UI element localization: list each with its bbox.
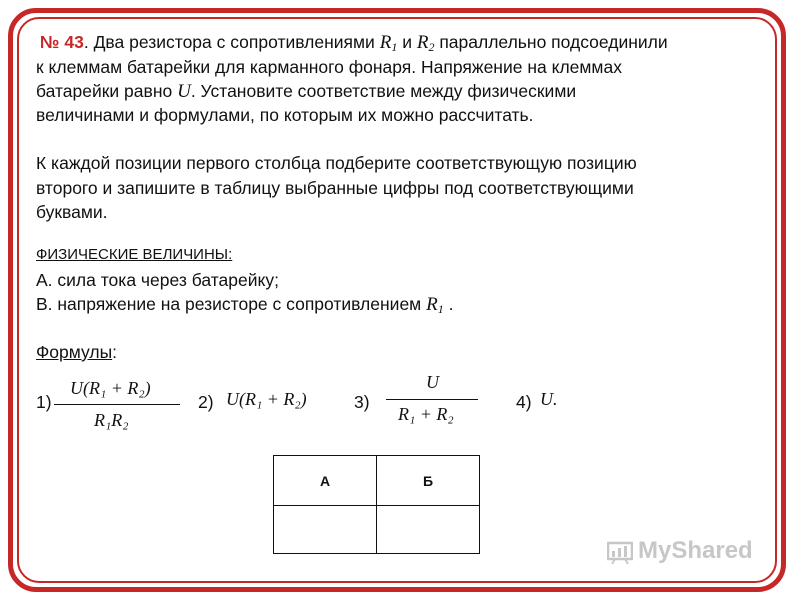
answer-col-b-header: Б xyxy=(377,456,480,506)
problem-line-4: величинами и формулами, по которым их можно рассчитать. xyxy=(36,105,534,125)
instruction-line-2: второго и запишите в таблицу выбранные цифры под соответствующими xyxy=(36,178,634,198)
problem-line-1: № 43. Два резистора с сопротивлениями $R_1$ и $R_2$ параллельно подсоединили xyxy=(40,32,668,54)
quantity-b: В. напряжение на резисторе с сопротивлением $R_1$ . xyxy=(36,294,454,316)
formula-1-numerator: U(R₁ + R₂) xyxy=(70,378,151,398)
answer-cell-b[interactable] xyxy=(377,506,480,554)
answer-table xyxy=(273,455,480,554)
formula-2-label: 2) xyxy=(198,392,214,412)
myshared-watermark: MyShared xyxy=(638,537,753,564)
answer-cell-a[interactable] xyxy=(274,506,377,554)
answer-col-a-header: А xyxy=(274,456,377,506)
quantity-a: А. сила тока через батарейку; xyxy=(36,270,279,290)
formula-3-fraction-bar xyxy=(386,399,478,400)
problem-number: № 43 xyxy=(40,32,84,52)
formula-1-label: 1) xyxy=(36,392,52,412)
formula-4-label: 4) xyxy=(516,392,532,412)
formula-1-fraction-bar xyxy=(54,404,180,405)
formula-3-denominator: R₁ + R₂ xyxy=(398,404,454,424)
quantities-heading: ФИЗИЧЕСКИЕ ВЕЛИЧИНЫ: xyxy=(36,246,233,263)
problem-line-3: батарейки равно U. Установите соответствие между физическими xyxy=(36,81,577,102)
formula-2-expression: U(R₁ + R₂) xyxy=(226,389,307,409)
formula-1-denominator: R₁R₂ xyxy=(94,410,129,430)
problem-line-2: к клеммам батарейки для карманного фонаря. Напряжение на клеммах xyxy=(36,57,622,77)
myshared-logo-icon xyxy=(607,540,633,564)
formulas-heading: Формулы: xyxy=(36,342,118,362)
formula-4-expression: U. xyxy=(540,389,558,409)
formula-3-label: 3) xyxy=(354,392,370,412)
instruction-line-3: буквами. xyxy=(36,202,108,222)
formula-3-numerator: U xyxy=(426,372,439,392)
instruction-line-1: К каждой позиции первого столбца подберите соответствующую позицию xyxy=(36,153,637,173)
